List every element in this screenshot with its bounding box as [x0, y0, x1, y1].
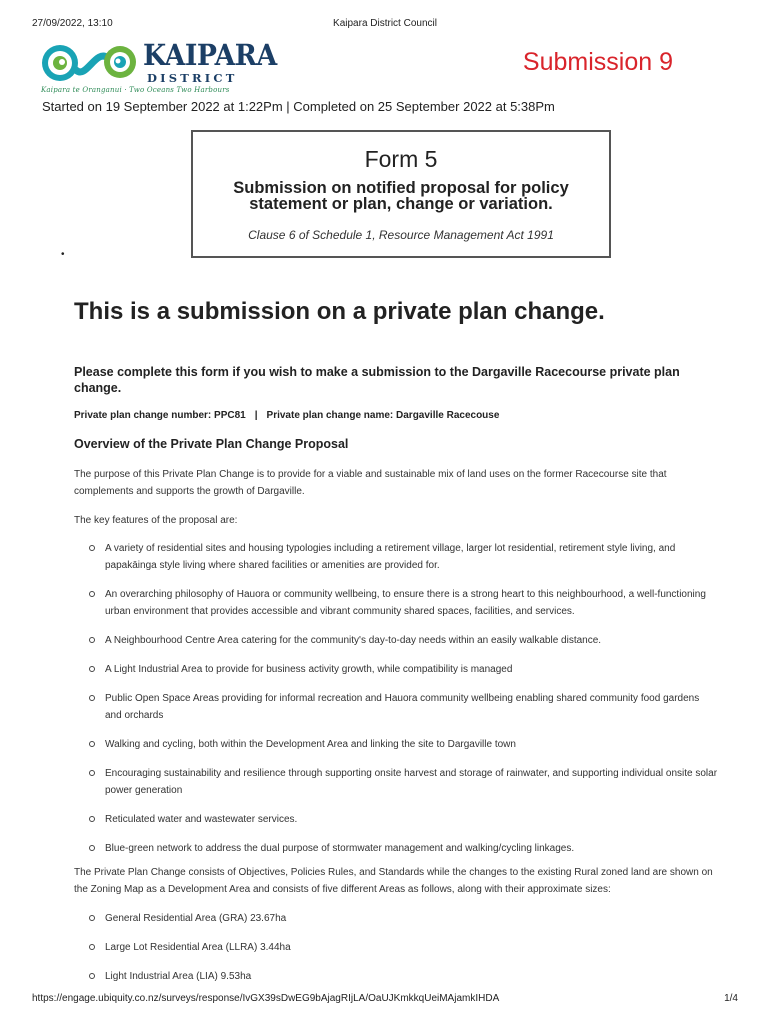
- page-title: This is a submission on a private plan change.: [74, 298, 605, 325]
- submission-badge: Submission 9: [522, 48, 673, 76]
- form-subtitle: [193, 180, 609, 212]
- list-item: General Residential Area (GRA) 23.67ha: [88, 910, 718, 927]
- list-item: Light Industrial Area (LIA) 9.53ha: [88, 968, 718, 985]
- logo-word-kaipara: KAIPARA: [143, 38, 277, 72]
- print-title: Kaipara District Council: [333, 18, 437, 29]
- list-item: Reticulated water and wastewater services.: [88, 811, 718, 828]
- features-list: [88, 540, 718, 869]
- list-item: A Light Industrial Area to provide for business activity growth, while compatibility is managed: [88, 661, 718, 678]
- kaipara-logo: [40, 38, 277, 96]
- print-datetime: 27/09/2022, 13:10: [32, 18, 113, 29]
- logo-tagline: Kaipara te Oranganui · Two Oceans Two Harbours: [41, 86, 230, 94]
- page-number: 1/4: [724, 993, 738, 1004]
- submission-timeline: Started on 19 September 2022 at 1:22Pm | Completed on 25 September 2022 at 5:38Pm: [42, 99, 555, 114]
- ppc-number: Private plan change number: PPC81: [74, 410, 246, 421]
- list-item: Walking and cycling, both within the Development Area and linking the site to Dargaville town: [88, 736, 718, 753]
- bullet-dot-icon: •: [61, 249, 65, 260]
- overview-purpose: The purpose of this Private Plan Change is to provide for a viable and sustainable mix of land uses on the former Racecourse site that complements and supports the growth of Dargaville.: [74, 469, 667, 497]
- form-subtitle-line1: Submission on notified proposal for policy: [233, 179, 569, 197]
- form-subtitle-line2: statement or plan, change or variation.: [249, 195, 553, 213]
- ppc-name: Private plan change name: Dargaville Racecouse: [266, 410, 500, 421]
- overview-heading: Overview of the Private Plan Change Proposal: [74, 437, 349, 451]
- print-header: [32, 18, 738, 32]
- list-item: Blue-green network to address the dual purpose of stormwater management and walking/cycling linkages.: [88, 840, 718, 857]
- form-title: Form 5: [364, 146, 438, 172]
- logo-word-district: DISTRICT: [147, 71, 238, 85]
- list-item: A Neighbourhood Centre Area catering for the community's day-to-day needs within an easily walkable distance.: [88, 632, 718, 649]
- print-footer: [32, 993, 738, 1007]
- features-intro: The key features of the proposal are:: [74, 515, 238, 526]
- form-clause: Clause 6 of Schedule 1, Resource Management Act 1991: [248, 228, 554, 242]
- list-item: A variety of residential sites and housing typologies including a retirement village, larger lot residential, retirement style living, and papakāinga style living where shared facilities or amenities are provided for.: [88, 540, 718, 574]
- areas-intro: The Private Plan Change consists of Objectives, Policies Rules, and Standards while the changes to the existing Rural zoned land are shown on the Zoning Map as a Development Area and consists of five different Areas as follows, along with their approximate sizes:: [74, 867, 713, 895]
- intro-text: Please complete this form if you wish to make a submission to the Dargaville Racecourse private plan change.: [74, 365, 680, 395]
- form-title-box: [191, 130, 611, 258]
- ppc-info: [74, 410, 499, 421]
- ppc-separator: |: [254, 410, 258, 421]
- list-item: Encouraging sustainability and resilience through supporting onsite harvest and storage of rainwater, and supporting individual onsite solar power generation: [88, 765, 718, 799]
- list-item: An overarching philosophy of Hauora or community wellbeing, to ensure there is a strong heart to this neighbourhood, a well-functioning urban environment that provides accessible and vibrant community shared spaces, facilities, and services.: [88, 586, 718, 620]
- page-url-link[interactable]: https://engage.ubiquity.co.nz/surveys/response/IvGX39sDwEG9bAjagRIjLA/OaUJKmkkqUeiMAjamkIHDA: [32, 993, 500, 1004]
- list-item: Public Open Space Areas providing for informal recreation and Hauora community wellbeing enabling shared community food gardens and orchards: [88, 690, 718, 724]
- kaipara-swirl-icon: [40, 40, 140, 86]
- areas-list: [88, 910, 718, 997]
- list-item: Large Lot Residential Area (LLRA) 3.44ha: [88, 939, 718, 956]
